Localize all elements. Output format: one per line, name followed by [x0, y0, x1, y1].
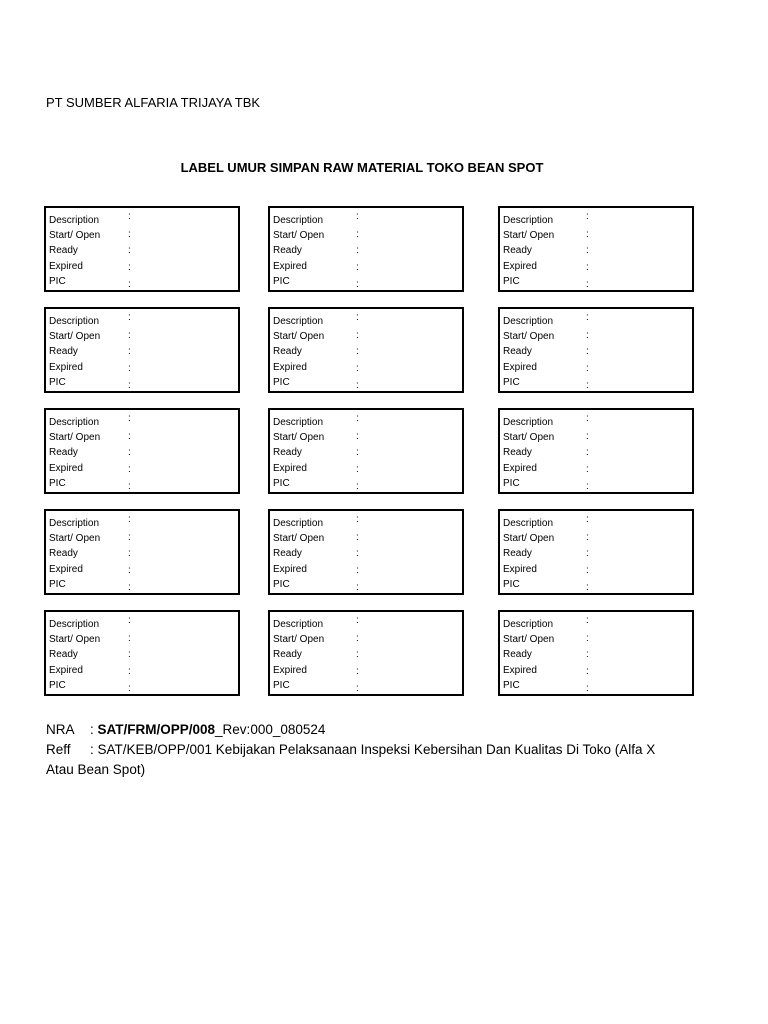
- label-field-name: Expired: [503, 261, 537, 272]
- label-field-colon: :: [586, 413, 589, 424]
- label-field-name: Description: [49, 417, 100, 428]
- label-field-colon: :: [586, 532, 589, 543]
- label-field-colon: :: [356, 582, 359, 593]
- label-field-colon: :: [586, 633, 589, 644]
- label-field-colon: :: [128, 649, 131, 660]
- label-field-name: Ready: [273, 245, 302, 256]
- label-field-name: PIC: [49, 377, 66, 388]
- label-field-name: Start/ Open: [273, 331, 325, 342]
- shelf-life-label: [44, 408, 240, 494]
- label-field-name: Expired: [273, 261, 307, 272]
- label-field-colon: :: [356, 565, 359, 576]
- label-field-colon: :: [128, 548, 131, 559]
- shelf-life-label: [268, 509, 464, 595]
- label-field-name: Ready: [273, 548, 302, 559]
- label-field-colon: :: [586, 649, 589, 660]
- shelf-life-label: [44, 509, 240, 595]
- label-field-colon: :: [128, 666, 131, 677]
- label-field-colon: :: [586, 229, 589, 240]
- label-field-name: Ready: [49, 548, 78, 559]
- label-field-colon: :: [356, 633, 359, 644]
- label-field-name: Description: [49, 215, 100, 226]
- label-field-name: Start/ Open: [273, 634, 325, 645]
- label-field-name: Expired: [49, 463, 83, 474]
- nra-line: [46, 720, 686, 740]
- label-field-name: Description: [49, 619, 100, 630]
- label-field-colon: :: [586, 330, 589, 341]
- label-field-colon: :: [356, 431, 359, 442]
- shelf-life-label: [498, 610, 694, 696]
- label-field-colon: :: [128, 615, 131, 626]
- label-field-colon: :: [128, 481, 131, 492]
- label-field-name: Ready: [273, 447, 302, 458]
- label-field-name: Expired: [503, 463, 537, 474]
- label-field-colon: :: [128, 211, 131, 222]
- label-field-colon: :: [356, 447, 359, 458]
- label-field-colon: :: [356, 649, 359, 660]
- label-field-colon: :: [128, 633, 131, 644]
- shelf-life-label: [498, 408, 694, 494]
- shelf-life-label: [44, 206, 240, 292]
- label-field-name: Ready: [503, 245, 532, 256]
- label-field-colon: :: [356, 514, 359, 525]
- reff-line: [46, 740, 686, 760]
- label-field-colon: :: [586, 565, 589, 576]
- label-field-colon: :: [356, 548, 359, 559]
- label-field-name: Start/ Open: [49, 533, 101, 544]
- shelf-life-label: [44, 610, 240, 696]
- label-field-name: Expired: [273, 362, 307, 373]
- label-field-colon: :: [586, 262, 589, 273]
- label-field-name: PIC: [273, 680, 290, 691]
- label-field-name: Ready: [503, 447, 532, 458]
- shelf-life-label: [498, 509, 694, 595]
- nra-code: SAT/FRM/OPP/008: [97, 722, 216, 737]
- label-field-name: Description: [503, 316, 554, 327]
- label-field-colon: :: [586, 582, 589, 593]
- label-field-name: PIC: [49, 276, 66, 287]
- label-field-colon: :: [128, 279, 131, 290]
- label-field-name: Ready: [503, 346, 532, 357]
- label-field-colon: :: [356, 380, 359, 391]
- label-field-colon: :: [356, 683, 359, 694]
- label-field-colon: :: [356, 413, 359, 424]
- label-field-name: Description: [273, 316, 324, 327]
- nra-separator: :: [90, 722, 98, 737]
- label-field-colon: :: [586, 312, 589, 323]
- label-field-name: Expired: [49, 261, 83, 272]
- label-field-name: Ready: [503, 548, 532, 559]
- label-field-name: Start/ Open: [49, 331, 101, 342]
- label-field-name: Description: [273, 417, 324, 428]
- label-field-colon: :: [128, 312, 131, 323]
- label-field-name: Description: [503, 417, 554, 428]
- shelf-life-label: [44, 307, 240, 393]
- shelf-life-label: [268, 307, 464, 393]
- label-field-colon: :: [586, 615, 589, 626]
- label-field-name: Ready: [49, 346, 78, 357]
- label-field-name: Start/ Open: [49, 230, 101, 241]
- reff-line-continued: Atau Bean Spot): [46, 762, 146, 777]
- label-field-name: PIC: [49, 478, 66, 489]
- label-field-name: PIC: [503, 579, 520, 590]
- label-field-name: Ready: [273, 649, 302, 660]
- label-field-colon: :: [586, 464, 589, 475]
- label-field-colon: :: [128, 229, 131, 240]
- label-field-name: Expired: [503, 362, 537, 373]
- label-field-colon: :: [128, 532, 131, 543]
- label-field-name: PIC: [273, 377, 290, 388]
- label-field-name: PIC: [503, 478, 520, 489]
- label-field-colon: :: [356, 666, 359, 677]
- label-field-name: Start/ Open: [503, 230, 555, 241]
- reff-text: : SAT/KEB/OPP/001 Kebijakan Pelaksanaan Inspeksi Kebersihan Dan Kualitas Di Toko (Alfa X: [90, 742, 656, 757]
- label-field-name: Ready: [503, 649, 532, 660]
- label-field-colon: :: [586, 279, 589, 290]
- label-field-name: Ready: [273, 346, 302, 357]
- label-field-colon: :: [128, 514, 131, 525]
- label-field-name: Expired: [273, 564, 307, 575]
- label-field-colon: :: [586, 481, 589, 492]
- label-field-colon: :: [356, 346, 359, 357]
- label-field-name: Expired: [273, 463, 307, 474]
- label-field-name: Description: [49, 316, 100, 327]
- label-field-name: PIC: [503, 680, 520, 691]
- footer: [46, 720, 686, 780]
- label-field-name: Expired: [503, 564, 537, 575]
- label-field-name: Description: [273, 518, 324, 529]
- label-field-name: Start/ Open: [503, 331, 555, 342]
- label-field-colon: :: [128, 447, 131, 458]
- label-field-colon: :: [128, 565, 131, 576]
- shelf-life-label: [498, 206, 694, 292]
- label-field-colon: :: [586, 447, 589, 458]
- label-field-colon: :: [356, 532, 359, 543]
- label-field-colon: :: [128, 330, 131, 341]
- label-field-colon: :: [128, 346, 131, 357]
- label-field-name: PIC: [503, 377, 520, 388]
- label-field-name: Expired: [49, 665, 83, 676]
- label-field-colon: :: [586, 346, 589, 357]
- label-field-name: Expired: [49, 362, 83, 373]
- label-field-colon: :: [128, 464, 131, 475]
- label-field-colon: :: [356, 615, 359, 626]
- label-field-colon: :: [356, 481, 359, 492]
- label-field-name: Start/ Open: [503, 533, 555, 544]
- label-field-colon: :: [128, 262, 131, 273]
- label-field-colon: :: [128, 582, 131, 593]
- label-field-name: PIC: [503, 276, 520, 287]
- label-field-name: Start/ Open: [273, 230, 325, 241]
- document-title: LABEL UMUR SIMPAN RAW MATERIAL TOKO BEAN SPOT: [180, 160, 544, 175]
- shelf-life-label: [268, 408, 464, 494]
- label-field-colon: :: [356, 363, 359, 374]
- label-field-colon: :: [356, 279, 359, 290]
- label-field-colon: :: [128, 431, 131, 442]
- label-field-colon: :: [356, 464, 359, 475]
- label-field-name: Ready: [49, 447, 78, 458]
- label-field-colon: :: [356, 245, 359, 256]
- label-field-colon: :: [586, 548, 589, 559]
- label-field-colon: :: [586, 211, 589, 222]
- nra-revision: _Rev:000_080524: [215, 722, 326, 737]
- label-field-name: Ready: [49, 245, 78, 256]
- company-name: PT SUMBER ALFARIA TRIJAYA TBK: [46, 95, 261, 110]
- label-field-name: Start/ Open: [273, 533, 325, 544]
- label-field-colon: :: [356, 330, 359, 341]
- label-field-name: Description: [49, 518, 100, 529]
- label-field-colon: :: [128, 683, 131, 694]
- label-field-colon: :: [586, 363, 589, 374]
- label-field-name: Description: [503, 619, 554, 630]
- reff-key: Reff: [46, 742, 71, 757]
- label-field-name: Start/ Open: [503, 432, 555, 443]
- shelf-life-label: [268, 610, 464, 696]
- label-field-name: Ready: [49, 649, 78, 660]
- label-field-colon: :: [356, 211, 359, 222]
- label-field-name: Start/ Open: [503, 634, 555, 645]
- nra-key: NRA: [46, 722, 75, 737]
- label-field-name: PIC: [273, 276, 290, 287]
- label-field-name: Start/ Open: [49, 634, 101, 645]
- label-field-name: PIC: [273, 478, 290, 489]
- label-field-name: Start/ Open: [273, 432, 325, 443]
- label-field-colon: :: [586, 380, 589, 391]
- label-field-name: Description: [273, 619, 324, 630]
- label-field-name: Description: [503, 518, 554, 529]
- label-field-name: PIC: [49, 680, 66, 691]
- label-field-colon: :: [586, 431, 589, 442]
- label-field-colon: :: [128, 380, 131, 391]
- label-field-name: Expired: [273, 665, 307, 676]
- label-field-colon: :: [586, 683, 589, 694]
- label-field-colon: :: [586, 245, 589, 256]
- label-field-name: Start/ Open: [49, 432, 101, 443]
- label-field-colon: :: [586, 666, 589, 677]
- label-field-colon: :: [356, 262, 359, 273]
- label-field-colon: :: [128, 245, 131, 256]
- label-field-colon: :: [356, 312, 359, 323]
- label-field-name: Expired: [49, 564, 83, 575]
- label-field-colon: :: [586, 514, 589, 525]
- label-field-name: Expired: [503, 665, 537, 676]
- shelf-life-label: [268, 206, 464, 292]
- label-field-name: Description: [273, 215, 324, 226]
- label-field-colon: :: [356, 229, 359, 240]
- label-field-name: PIC: [273, 579, 290, 590]
- shelf-life-label: [498, 307, 694, 393]
- label-field-name: PIC: [49, 579, 66, 590]
- label-field-colon: :: [128, 363, 131, 374]
- label-field-name: Description: [503, 215, 554, 226]
- label-field-colon: :: [128, 413, 131, 424]
